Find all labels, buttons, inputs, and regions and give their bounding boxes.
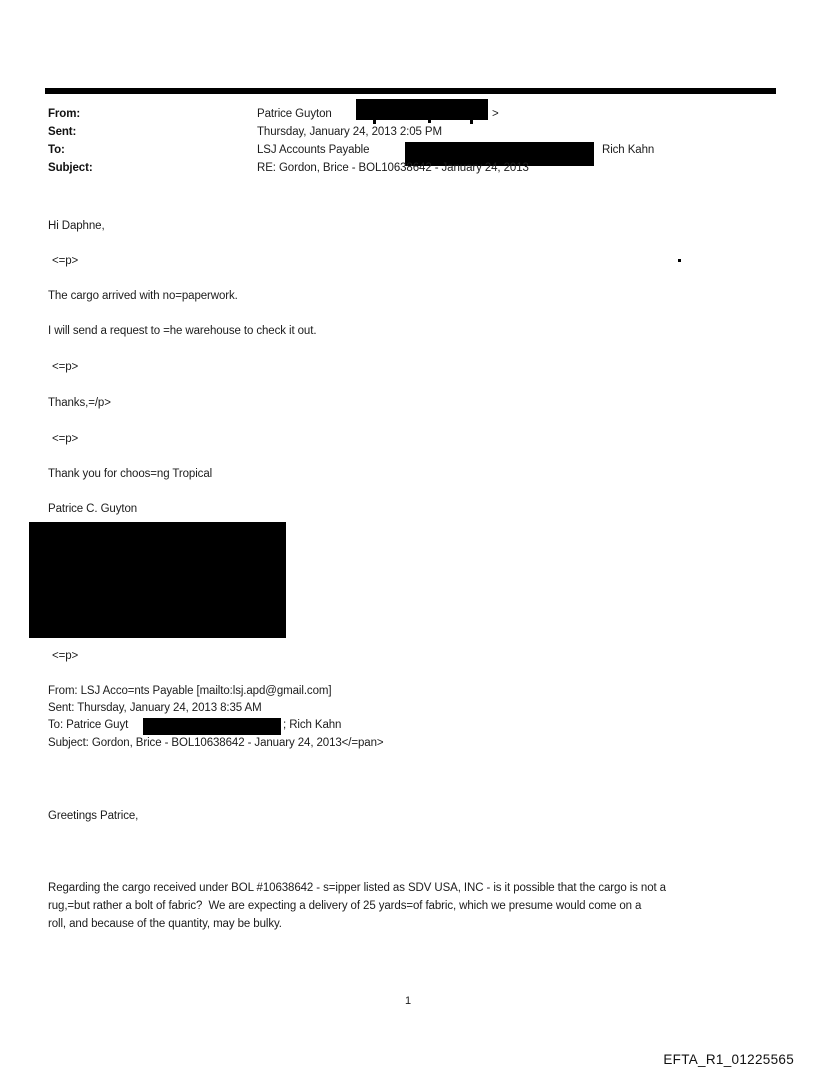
quoted-sent-line: Sent: Thursday, January 24, 2013 8:35 AM: [48, 702, 262, 714]
header-divider-rule: [45, 88, 776, 94]
bates-number: EFTA_R1_01225565: [663, 1052, 794, 1067]
mime-artifact: <=p>: [52, 255, 79, 267]
mime-artifact: <=p>: [52, 433, 79, 445]
body-paragraph-1: The cargo arrived with no=paperwork.: [48, 290, 238, 302]
redaction-block-signature: [29, 522, 286, 638]
quoted-to-line-prefix: To: Patrice Guyt: [48, 719, 129, 731]
sent-label: Sent:: [48, 126, 77, 138]
quoted-from-line: From: LSJ Acco=nts Payable [mailto:lsj.apd@gmail.com]: [48, 685, 332, 697]
body-closing: Thank you for choos=ng Tropical: [48, 468, 213, 480]
page-number: 1: [404, 995, 412, 1007]
to-value: LSJ Accounts Payable: [257, 144, 370, 156]
redaction-remnant: [373, 120, 376, 124]
subject-label: Subject:: [48, 162, 93, 174]
sent-value: Thursday, January 24, 2013 2:05 PM: [257, 126, 442, 138]
to-suffix-name: Rich Kahn: [602, 144, 655, 156]
body-greeting: Hi Daphne,: [48, 220, 105, 232]
mime-artifact: <=p>: [52, 361, 79, 373]
stray-dot-artifact: [678, 259, 681, 262]
from-suffix-bracket: >: [492, 108, 499, 120]
to-label: To:: [48, 144, 65, 156]
signature-name: Patrice C. Guyton: [48, 503, 138, 515]
redaction-box-quoted-to-address: [143, 718, 281, 735]
mime-artifact: <=p>: [52, 650, 79, 662]
from-value: Patrice Guyton: [257, 108, 332, 120]
quoted-to-line-suffix: ; Rich Kahn: [283, 719, 342, 731]
subject-value: RE: Gordon, Brice - BOL10638642 - January 24, 2013: [257, 162, 529, 174]
redaction-remnant: [428, 120, 431, 123]
quoted-body-line-2: rug,=but rather a bolt of fabric? We are expecting a delivery of 25 yards=of fabric, which we presume would come on a: [48, 900, 642, 912]
quoted-body-line-1: Regarding the cargo received under BOL #10638642 - s=ipper listed as SDV USA, INC - is it possible that the cargo is not a: [48, 882, 666, 894]
redaction-box-from-address: [356, 99, 488, 120]
body-paragraph-2: I will send a request to =he warehouse to check it out.: [48, 325, 317, 337]
quoted-greeting: Greetings Patrice,: [48, 810, 139, 822]
body-thanks: Thanks,=/p>: [48, 397, 111, 409]
quoted-body-line-3: roll, and because of the quantity, may be bulky.: [48, 918, 282, 930]
from-label: From:: [48, 108, 81, 120]
redaction-remnant: [470, 120, 473, 124]
quoted-subject-line: Subject: Gordon, Brice - BOL10638642 - January 24, 2013</=pan>: [48, 737, 384, 749]
